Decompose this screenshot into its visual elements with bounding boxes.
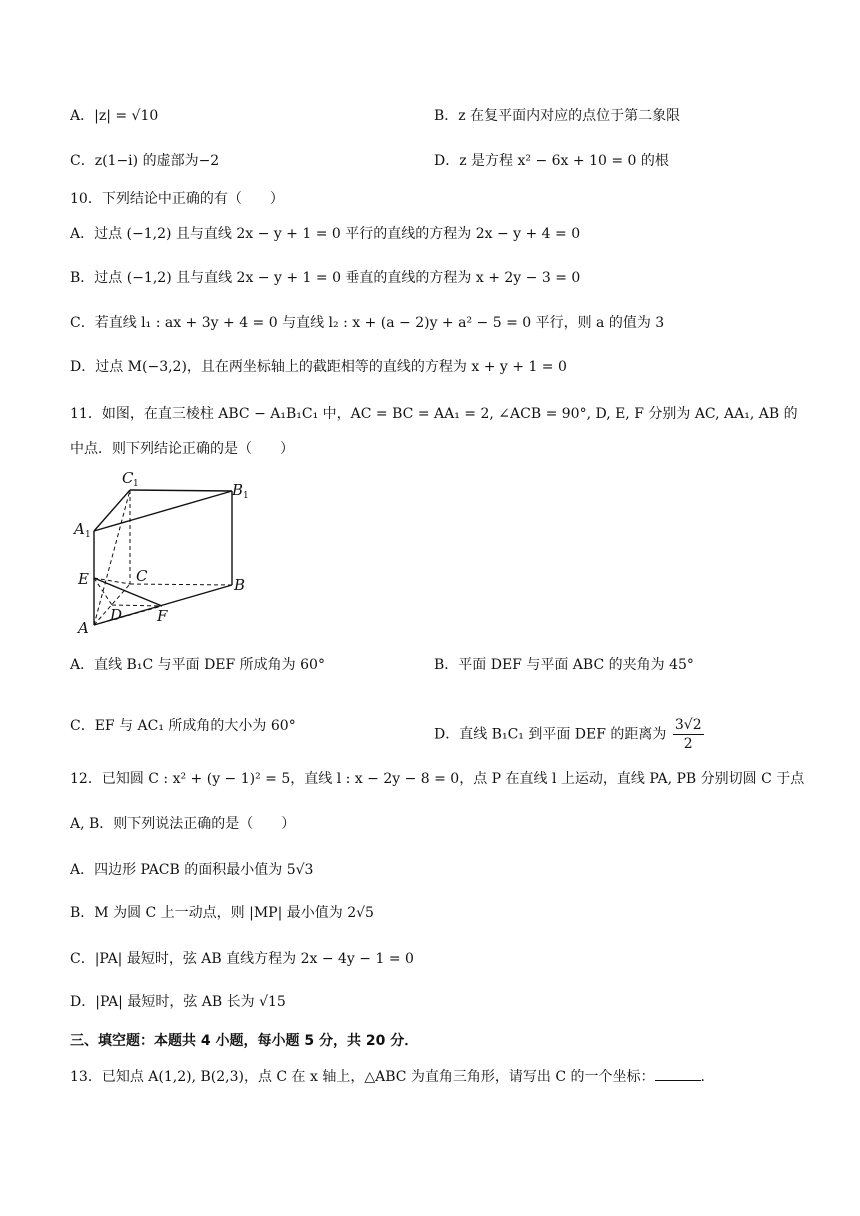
q11-stem-line1: 11．如图，在直三棱柱 ABC − A₁B₁C₁ 中，AC = BC = AA₁ = 2, ∠ACB = 90°, D, E, F 分别为 AC, AA₁, AB 的 bbox=[70, 406, 798, 422]
q11-stem-line2: 中点．则下列结论正确的是（ ） bbox=[70, 441, 294, 457]
label-a1-sub: 1 bbox=[85, 530, 91, 540]
label-c: C bbox=[136, 567, 148, 585]
label-b: B bbox=[234, 576, 246, 594]
q12-stem-line2: A, B．则下列说法正确的是（ ） bbox=[70, 816, 296, 832]
q9-option-a: A．|z| = √10 bbox=[70, 108, 159, 124]
q11-option-d-text: D．直线 B₁C₁ 到平面 DEF 的距离为 bbox=[434, 726, 667, 743]
q10-stem: 10．下列结论中正确的有（ ） bbox=[70, 191, 284, 207]
q9-option-c: C．z(1−i) 的虚部为−2 bbox=[70, 153, 220, 169]
q9-option-d: D．z 是方程 x² − 6x + 10 = 0 的根 bbox=[434, 153, 669, 169]
answer-blank[interactable] bbox=[655, 1066, 701, 1081]
q13-stem bbox=[70, 1066, 705, 1087]
q12-option-b: B．M 为圆 C 上一动点，则 |MP| 最小值为 2√5 bbox=[70, 905, 374, 921]
prism-figure bbox=[72, 468, 262, 638]
label-d: D bbox=[110, 606, 123, 624]
q10-option-a: A．过点 (−1,2) 且与直线 2x − y + 1 = 0 平行的直线的方程为 2x − y + 4 = 0 bbox=[70, 226, 581, 242]
q11-option-d bbox=[434, 716, 704, 753]
q10-option-c: C．若直线 l₁ : ax + 3y + 4 = 0 与直线 l₂ : x + (a − 2)y + a² − 5 = 0 平行，则 a 的值为 3 bbox=[70, 315, 665, 331]
label-a: A bbox=[78, 619, 89, 637]
q12-option-d: D．|PA| 最短时，弦 AB 长为 √15 bbox=[70, 994, 286, 1010]
q11-option-b: B．平面 DEF 与平面 ABC 的夹角为 45° bbox=[434, 657, 694, 673]
label-c1: C bbox=[122, 469, 134, 487]
q10-option-d: D．过点 M(−3,2)，且在两坐标轴上的截距相等的直线的方程为 x + y + 1 = 0 bbox=[70, 359, 567, 375]
label-c1-sub: 1 bbox=[133, 479, 139, 489]
q13-stem-text: 13．已知点 A(1,2), B(2,3)，点 C 在 x 轴上，△ABC 为直角三角形，请写出 C 的一个坐标： bbox=[70, 1069, 655, 1085]
section-3-heading: 三、填空题：本题共 4 小题，每小题 5 分，共 20 分． bbox=[70, 1033, 419, 1049]
q11-option-d-fraction bbox=[673, 716, 704, 753]
q13-period: . bbox=[700, 1069, 705, 1085]
q9-option-b: B．z 在复平面内对应的点位于第二象限 bbox=[434, 108, 681, 124]
q11-option-c: C．EF 与 AC₁ 所成角的大小为 60° bbox=[70, 718, 296, 734]
fraction-denominator: 2 bbox=[683, 736, 693, 752]
q10-option-b: B．过点 (−1,2) 且与直线 2x − y + 1 = 0 垂直的直线的方程为 x + 2y − 3 = 0 bbox=[70, 270, 581, 286]
label-b1: B bbox=[232, 481, 244, 499]
q12-stem-line1: 12．已知圆 C : x² + (y − 1)² = 5，直线 l : x − 2y − 8 = 0，点 P 在直线 l 上运动，直线 PA, PB 分别切圆 C 于点 bbox=[70, 771, 805, 787]
label-e: E bbox=[78, 570, 89, 588]
q12-option-c: C．|PA| 最短时，弦 AB 直线方程为 2x − 4y − 1 = 0 bbox=[70, 951, 414, 967]
q11-option-a: A．直线 B₁C 与平面 DEF 所成角为 60° bbox=[70, 657, 325, 673]
q12-option-a: A．四边形 PACB 的面积最小值为 5√3 bbox=[70, 862, 314, 878]
label-b1-sub: 1 bbox=[243, 491, 249, 501]
fraction-numerator: 3√2 bbox=[674, 717, 702, 733]
label-a1: A bbox=[74, 520, 85, 538]
label-f: F bbox=[157, 607, 168, 625]
